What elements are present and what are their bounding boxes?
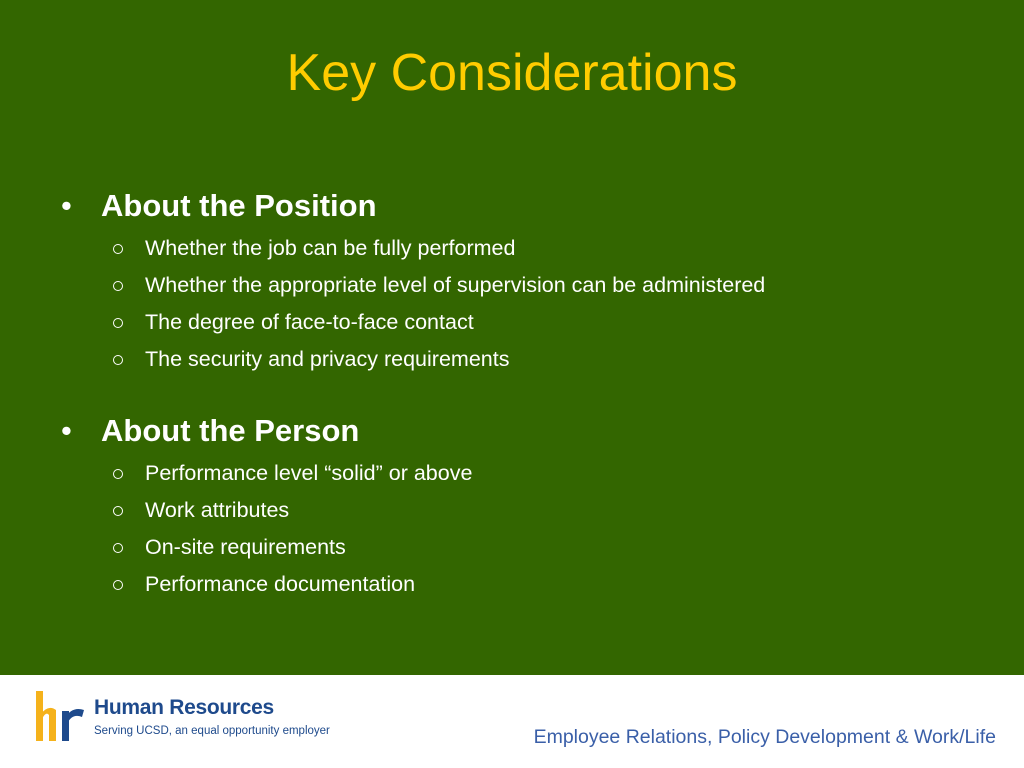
circle-bullet-icon	[113, 355, 123, 365]
section-heading: About the Position	[101, 188, 377, 223]
list-item-text: On-site requirements	[145, 535, 346, 559]
logo-name: Human Resources	[94, 696, 274, 719]
list-item	[0, 534, 1024, 571]
circle-bullet-icon	[113, 543, 123, 553]
list-item-text: The security and privacy requirements	[145, 347, 510, 371]
circle-bullet-icon	[113, 318, 123, 328]
bullet-dot-icon: •	[61, 188, 72, 223]
list-item	[0, 571, 1024, 608]
circle-bullet-icon	[113, 281, 123, 291]
list-item	[0, 235, 1024, 272]
list-item-text: Whether the appropriate level of supervision can be administered	[145, 273, 766, 297]
circle-bullet-icon	[113, 580, 123, 590]
list-item	[0, 346, 1024, 383]
footer-department: Employee Relations, Policy Development & Work/Life	[533, 726, 996, 748]
list-item	[0, 272, 1024, 309]
hr-logo	[36, 688, 336, 748]
circle-bullet-icon	[113, 506, 123, 516]
list-item-text: Whether the job can be fully performed	[145, 236, 516, 260]
list-item	[0, 309, 1024, 346]
list-item-text: Work attributes	[145, 498, 290, 522]
list-item	[0, 460, 1024, 497]
list-item-text: Performance documentation	[145, 572, 416, 596]
logo-tagline: Serving UCSD, an equal opportunity employer	[94, 725, 330, 737]
slide-title: Key Considerations	[286, 44, 738, 102]
list-item-text: Performance level “solid” or above	[145, 461, 473, 485]
circle-bullet-icon	[113, 244, 123, 254]
section-heading: About the Person	[101, 413, 360, 448]
circle-bullet-icon	[113, 469, 123, 479]
slide-footer	[0, 675, 1024, 768]
bullet-dot-icon: •	[61, 413, 72, 448]
hr-logo-mark-icon	[36, 691, 88, 745]
list-item-text: The degree of face-to-face contact	[145, 310, 474, 334]
list-item	[0, 497, 1024, 534]
